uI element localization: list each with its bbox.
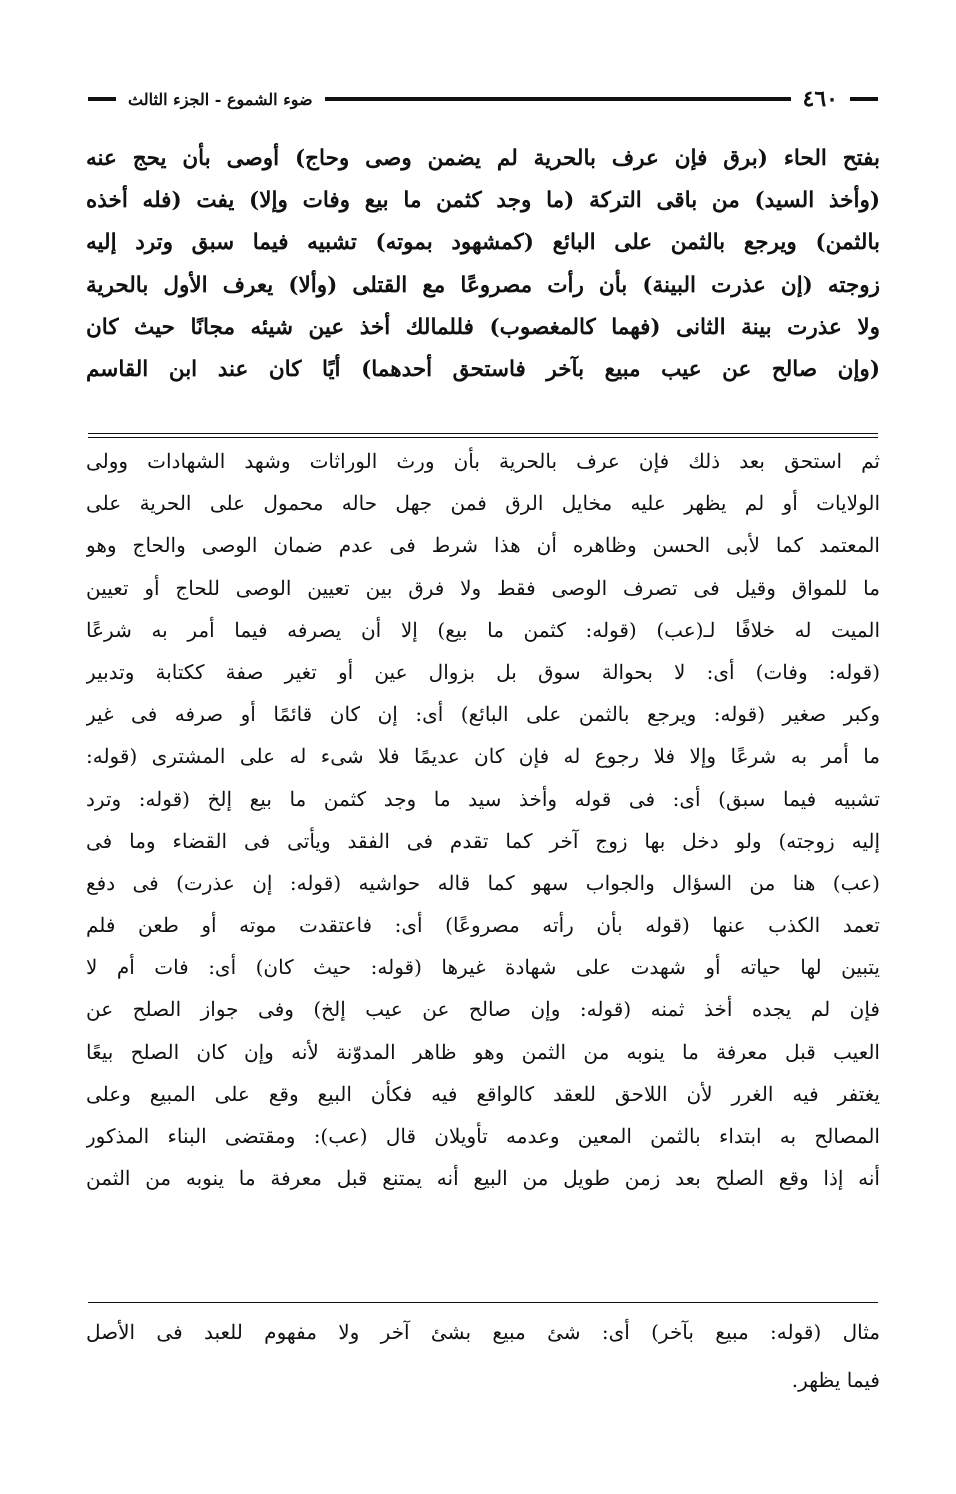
footnote-separator bbox=[88, 1302, 878, 1303]
main-line: بالثمن) ويرجع بالثمن على البائع (كمشهود بموته) تشبيه فيما سبق وترد إليه bbox=[86, 230, 880, 256]
commentary-line: العيب قبل معرفة ما ينوبه من الثمن وهو ظاهر المدوّنة لأنه وإن كان الصلح بيعًا bbox=[86, 1039, 880, 1064]
commentary-line: ما أمر به شرعًا وإلا فلا رجوع له فإن كان عديمًا فلا شىء له على المشترى (قوله: bbox=[86, 744, 880, 769]
commentary-line: فإن لم يجده أخذ ثمنه (قوله: وإن صالح عن عيب إلخ) وفى جواز الصلح عن bbox=[86, 997, 880, 1022]
commentary-text bbox=[86, 440, 880, 1199]
commentary-line: إليه زوجته) ولو دخل بها زوج آخر كما تقدم فى الفقد ويأتى فى القضاء وما فى bbox=[86, 828, 880, 853]
header-rule-short bbox=[850, 97, 878, 101]
commentary-line: تشبيه فيما سبق) أى: فى قوله وأخذ سيد ما وجد كثمن ما بيع إلخ (قوله: وترد bbox=[86, 786, 880, 811]
commentary-line: يغتفر فيه الغرر لأن اللاحق للعقد كالواقع فيه فكأن البيع وقع على المبيع وعلى bbox=[86, 1081, 880, 1106]
commentary-line: المعتمد كما لأبى الحسن وظاهره أن هذا شرط فى عدم ضمان الوصى والحاج وهو bbox=[86, 533, 880, 558]
main-text-separator bbox=[88, 433, 878, 438]
main-line: بفتح الحاء (برق فإن عرف بالحرية لم يضمن وصى وحاج) أوصى بأن يحج عنه bbox=[86, 146, 880, 171]
commentary-line: المصالح به ابتداء بالثمن المعين وعدمه تأويلان قال (عب): ومقتضى البناء المذكور bbox=[86, 1124, 880, 1148]
footnote-text bbox=[86, 1308, 880, 1404]
commentary-line: وكبر صغير (قوله: ويرجع بالثمن على البائع) أى: إن كان قائمًا أو صرفه فى غير bbox=[86, 702, 880, 727]
main-line: زوجته (إن عذرت البينة) بأن رأت مصروعًا مع القتلى (وألا) يعرف الأول بالحرية bbox=[86, 272, 880, 298]
commentary-line: ما للمواق وقيل فى تصرف الوصى فقط ولا فرق بين تعيين الوصى للحاج أو تعيين bbox=[86, 575, 880, 600]
footnote-line: مثال (قوله: مبيع بآخر) أى: شئ مبيع بشئ آخر ولا مفهوم للعبد فى الأصل bbox=[86, 1320, 880, 1344]
commentary-line: تعمد الكذب عنها (قوله بأن رأته مصروعًا) أى: فاعتقدت موته أو طعن فلم bbox=[86, 913, 880, 938]
main-line: (وإن صالح عن عيب مبيع بآخر فاستحق أحدهما) أيًا كان عند ابن القاسم bbox=[86, 356, 880, 382]
running-title: ضوء الشموع - الجزء الثالث bbox=[128, 89, 313, 109]
commentary-line: الولايات أو لم يظهر عليه مخايل الرق فمن جهل حاله محمول على الحرية على bbox=[86, 491, 880, 516]
commentary-line: الميت له خلافًا لـ(عب) (قوله: كثمن ما بيع) إلا أن يصرفه فيما أمر به شرعًا bbox=[86, 617, 880, 642]
main-text bbox=[86, 138, 880, 391]
commentary-line: أنه إذا وقع الصلح بعد زمن طويل من البيع أنه يمتنع قبل معرفة ما ينوبه من الثمن bbox=[86, 1166, 880, 1191]
header-rule bbox=[325, 97, 791, 101]
header-rule-end bbox=[88, 97, 116, 101]
commentary-line: يتبين لها حياته أو شهدت على شهادة غيرها (قوله: حيث كان) أى: فات أم لا bbox=[86, 955, 880, 980]
main-line: ولا عذرت بينة الثانى (فهما كالمغصوب) فللمالك أخذ عين شيئه مجانًا حيث كان bbox=[86, 314, 880, 340]
page-header bbox=[88, 84, 878, 114]
page-number: ٤٦٠ bbox=[802, 86, 838, 112]
footnote-line: فيما يظهر. bbox=[791, 1368, 880, 1392]
main-line: (وأخذ السيد) من باقى التركة (ما وجد كثمن ما بيع وفات وإلا) يفت (فله أخذه bbox=[86, 188, 880, 214]
commentary-line: ثم استحق بعد ذلك فإن عرف بالحرية بأن ورث الوراثات وشهد الشهادات وولى bbox=[86, 449, 880, 473]
commentary-line: (قوله: وفات) أى: لا بحوالة سوق بل بزوال عين أو تغير صفة ككتابة وتدبير bbox=[86, 659, 880, 684]
commentary-line: (عب) هنا من السؤال والجواب سهو كما قاله حواشيه (قوله: إن عذرت) فى دفع bbox=[86, 870, 880, 895]
